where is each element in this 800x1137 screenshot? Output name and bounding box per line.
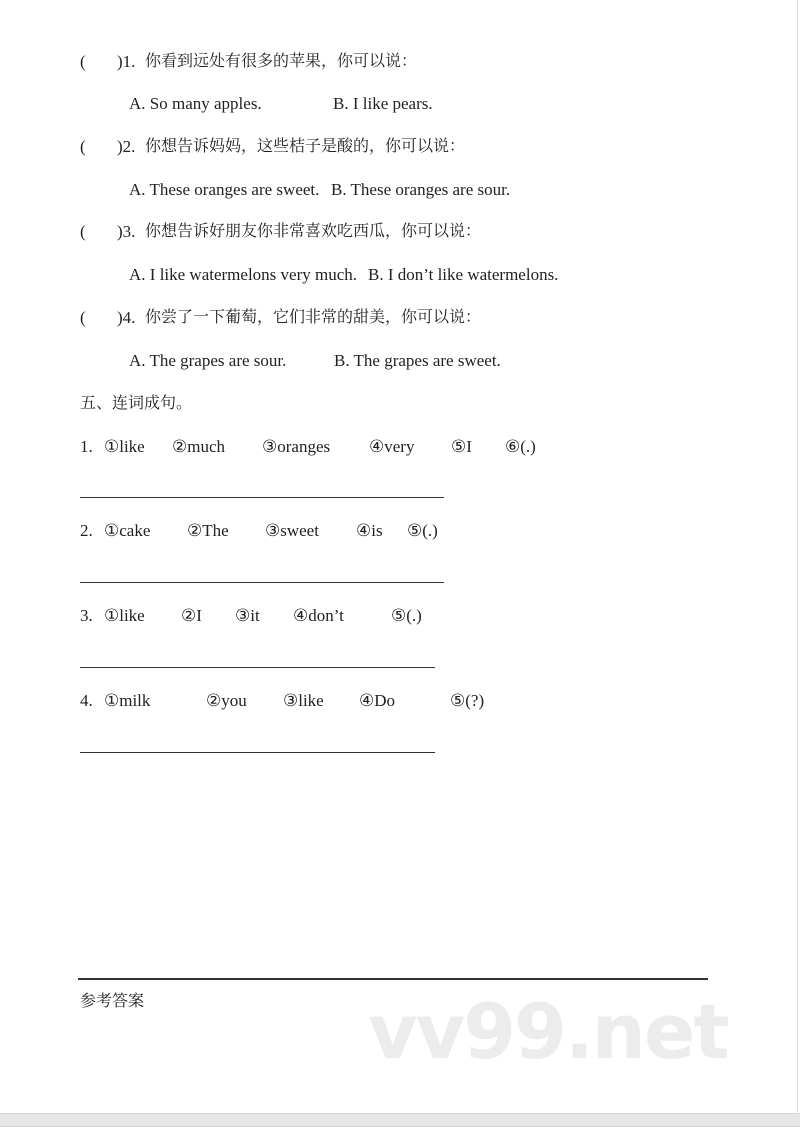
option-a: A. These oranges are sweet.: [129, 180, 320, 199]
question-number: )2.: [117, 137, 136, 156]
item-number: 2.: [80, 521, 93, 540]
word: ②you: [206, 691, 247, 710]
word: ⑤(.): [407, 521, 438, 540]
answers-heading: 参考答案: [80, 993, 145, 1010]
footer-divider: [78, 978, 708, 980]
option-a: A. So many apples.: [129, 94, 262, 113]
word: ①cake: [104, 521, 151, 540]
answer-paren-open: (: [80, 222, 86, 241]
option-b: B. I like pears.: [333, 94, 433, 113]
option-b: B. I don’t like watermelons.: [368, 265, 559, 284]
word: ④is: [356, 521, 383, 540]
question-prompt: 你尝了一下葡萄，它们非常的甜美，你可以说：: [145, 309, 482, 326]
answer-line[interactable]: [80, 752, 435, 753]
word: ④don’t: [293, 606, 344, 625]
word: ③sweet: [265, 521, 319, 540]
page-separator: [0, 1113, 800, 1127]
option-a: A. I like watermelons very much.: [129, 265, 358, 284]
answer-line[interactable]: [80, 582, 444, 583]
answer-paren-open: (: [80, 137, 86, 156]
answer-paren-open: (: [80, 308, 86, 327]
word: ③oranges: [262, 437, 331, 456]
section-title: 五、连词成句。: [80, 395, 193, 412]
word: ⑥(.): [505, 437, 536, 456]
word: ①like: [104, 437, 145, 456]
question-prompt: 你看到远处有很多的苹果，你可以说：: [145, 53, 418, 70]
option-a: A. The grapes are sour.: [129, 351, 287, 370]
answer-line[interactable]: [80, 497, 444, 498]
page-edge: [797, 0, 798, 1113]
word: ①milk: [104, 691, 151, 710]
question-number: )4.: [117, 308, 136, 327]
option-b: B. These oranges are sour.: [331, 180, 511, 199]
word: ①like: [104, 606, 145, 625]
option-b: B. The grapes are sweet.: [334, 351, 501, 370]
answer-paren-open: (: [80, 52, 86, 71]
item-number: 3.: [80, 606, 93, 625]
word: ②much: [172, 437, 226, 456]
word: ⑤(.): [391, 606, 422, 625]
item-number: 4.: [80, 691, 93, 710]
answer-line[interactable]: [80, 667, 435, 668]
question-prompt: 你想告诉好朋友你非常喜欢吃西瓜，你可以说：: [145, 223, 482, 240]
watermark: vv99.net: [368, 987, 728, 1076]
word: ⑤I: [451, 437, 472, 456]
word: ⑤(?): [450, 691, 485, 710]
word: ②I: [181, 606, 202, 625]
word: ④very: [369, 437, 415, 456]
item-number: 1.: [80, 437, 93, 456]
question-number: )3.: [117, 222, 136, 241]
word: ④Do: [359, 691, 396, 710]
question-number: )1.: [117, 52, 136, 71]
question-prompt: 你想告诉妈妈，这些桔子是酸的，你可以说：: [145, 138, 466, 155]
word: ③it: [235, 606, 260, 625]
word: ③like: [283, 691, 324, 710]
word: ②The: [187, 521, 229, 540]
